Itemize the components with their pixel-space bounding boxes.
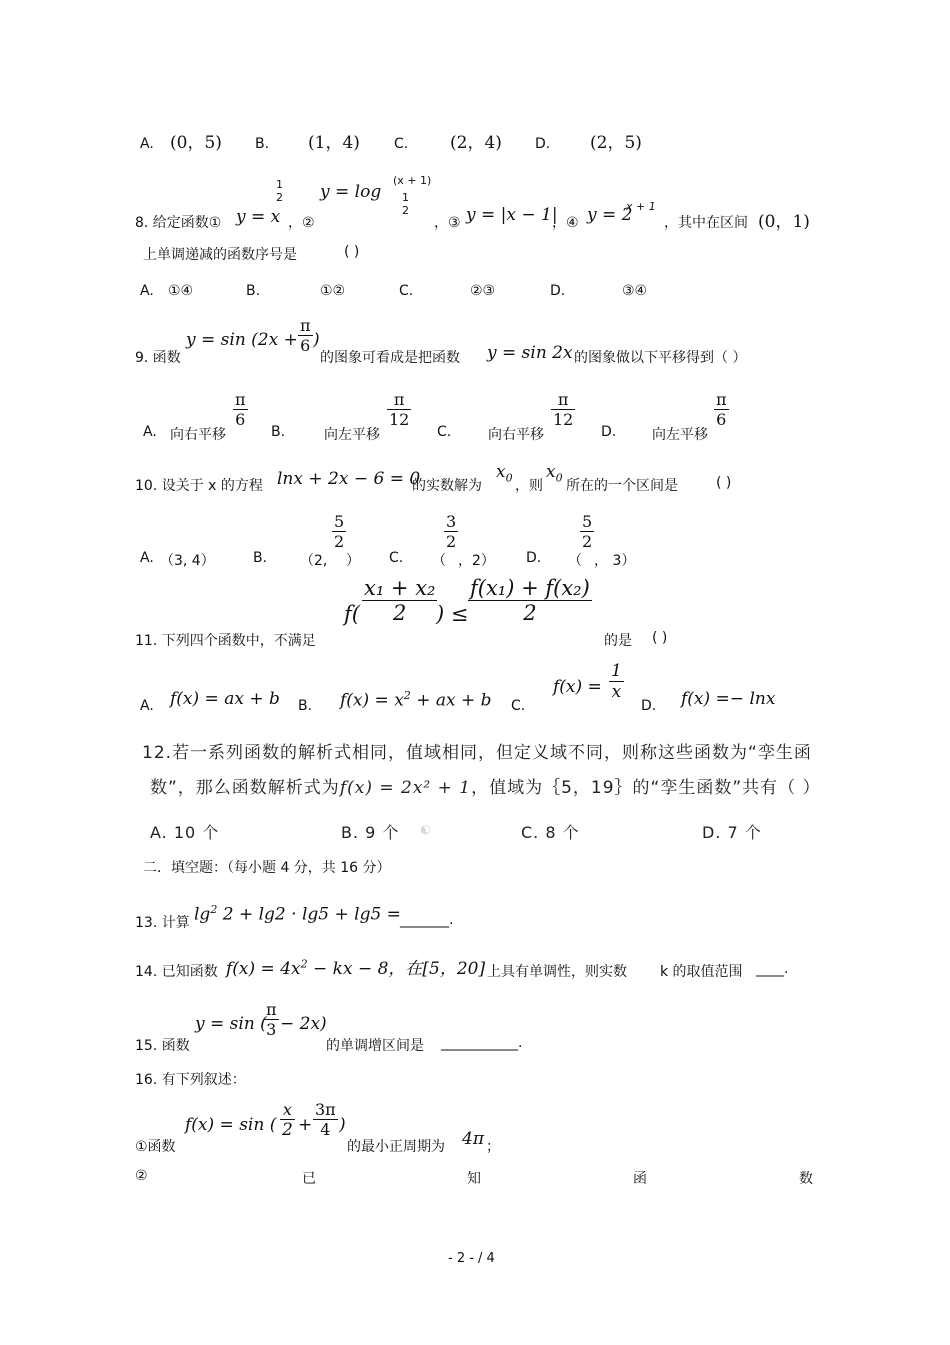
q8-f1-exp-num: 1	[276, 178, 283, 191]
q12-option-b: B. 9 个	[341, 823, 400, 842]
q9-option-c-label: C.	[437, 424, 452, 440]
q10-x0-sub: 0	[505, 471, 513, 485]
q11-paren: ( )	[652, 630, 668, 646]
q15-tail: 的单调增区间是	[326, 1038, 424, 1054]
q16-item1-frac2	[313, 1100, 338, 1139]
q16-item2-c4: 函	[633, 1171, 647, 1187]
q11-option-c-num: 1	[611, 661, 622, 681]
q8-number: 8. 给定函数①	[135, 215, 222, 231]
q13-number: 13. 计算	[135, 915, 190, 931]
q8-option-d: ③④	[622, 283, 648, 299]
q11-number: 11. 下列四个函数中，不满足	[135, 633, 316, 649]
q7-option-d: (2，5)	[590, 133, 642, 153]
q16-item1-pre: ①函数	[135, 1139, 176, 1155]
q14-f-pre: f(x) = 4x	[226, 959, 301, 979]
q15-f-post: − 2x)	[280, 1014, 327, 1034]
q8-f1: y = x	[236, 207, 281, 227]
q10-x0	[496, 462, 513, 484]
q10-option-a-label: A.	[140, 550, 154, 566]
q10-x0-sub-2: 0	[555, 471, 563, 485]
q8-option-c-label: C.	[399, 283, 414, 299]
q11-rhs-fraction	[468, 576, 592, 625]
q9-f1-pre: y = sin (2x +	[186, 330, 298, 350]
q7-option-c-label: C.	[394, 136, 409, 152]
q14-function	[226, 954, 485, 979]
q8-paren: ( )	[344, 244, 360, 260]
q9-option-d-label: D.	[601, 424, 617, 440]
q10-option-b-den: 2	[334, 532, 345, 551]
q9-option-b-num: π	[387, 390, 411, 410]
q7-option-c: (2，4)	[450, 133, 502, 153]
q10-x0-again	[546, 462, 563, 484]
q11-option-b-post: + ax + b	[410, 690, 492, 711]
q12-option-d: D. 7 个	[702, 823, 762, 842]
q10-option-a: （3, 4）	[160, 553, 215, 569]
q12-line1: 12.若一系列函数的解析式相同，值域相同，但定义域不同，则称这些函数为“孪生函	[142, 743, 812, 763]
q9-option-c-num: π	[551, 390, 575, 410]
q11-lhs-num: x₁ + x₂	[364, 576, 436, 600]
page-number: - 2 - / 4	[448, 1251, 495, 1266]
q16-item1-d2: 4	[320, 1120, 331, 1139]
q8-interval: (0，1)	[758, 212, 810, 232]
q9-f1-den: 6	[300, 336, 311, 355]
q13-expr-exp: 2	[210, 903, 218, 916]
q10-number: 10. 设关于 x 的方程	[135, 478, 263, 494]
q14-tail: 上具有单调性，则实数	[487, 964, 627, 980]
q9-option-b-label: B.	[271, 424, 286, 440]
q16-item1-n2: 3π	[315, 1100, 336, 1119]
q13-expr-pre: lg	[194, 904, 211, 925]
q9-option-a-fraction	[233, 390, 248, 429]
q15-f-pre: y = sin (	[195, 1014, 267, 1034]
q8-f4-exp: x + 1	[626, 200, 656, 213]
q10-option-c-post: ，2）	[458, 553, 495, 569]
q14-f-exp: 2	[300, 957, 308, 971]
q16-item2-c5: 数	[799, 1171, 813, 1187]
q10-option-b-pre: （2,	[300, 553, 328, 569]
q10-option-b-label: B.	[253, 550, 268, 566]
q13-blank[interactable]: _______.	[400, 912, 454, 928]
q11-option-c-label: C.	[511, 698, 526, 714]
q9-option-b-den: 12	[389, 410, 410, 429]
q8-f1-exp-den: 2	[276, 191, 283, 204]
q12-line2-post: ，值域为｛5，19｝的“孪生函数”共有（ ）	[471, 778, 821, 798]
q16-item1-plus: +	[298, 1115, 313, 1135]
q11-option-d-label: D.	[641, 698, 657, 714]
q11-lhs-close: ) ≤	[436, 602, 469, 626]
q8-f2-base-num: 1	[402, 191, 409, 204]
q16-item2-c1: ②	[135, 1168, 148, 1184]
q12-option-c: C. 8 个	[521, 823, 580, 842]
q16-item1-frac1	[280, 1100, 295, 1140]
q8-f2-base	[402, 191, 409, 217]
q8-option-c: ②③	[470, 283, 496, 299]
q8-option-d-label: D.	[550, 283, 566, 299]
q9-option-c: 向右平移	[488, 427, 544, 443]
q10-option-d-num: 5	[582, 512, 593, 531]
q14-f-post: − kx − 8，在[5，20]	[307, 959, 486, 979]
q15-fraction	[264, 1000, 279, 1039]
q11-lhs-f: f(	[344, 602, 360, 626]
q9-f1-fraction	[298, 316, 313, 355]
q9-f2: y = sin 2x	[487, 343, 573, 363]
q10-option-b-num: 5	[334, 512, 345, 531]
q16-number: 16. 有下列叙述：	[135, 1072, 246, 1088]
q9-option-c-fraction	[551, 390, 575, 429]
q15-blank[interactable]: ___________.	[441, 1035, 523, 1051]
q10-option-c-den: 2	[446, 532, 457, 551]
q14-number: 14. 已知函数	[135, 964, 218, 980]
q11-option-c-pre: f(x) =	[553, 677, 602, 697]
q9-option-b: 向左平移	[324, 427, 380, 443]
q12-line2-pre: 数”，那么函数解析式为	[150, 778, 340, 798]
q10-tail: 所在的一个区间是	[566, 478, 678, 494]
q8-line2: 上单调递减的函数序号是	[143, 247, 297, 263]
q10-option-c-label: C.	[389, 550, 404, 566]
q9-option-a: 向右平移	[170, 427, 226, 443]
q11-tail: 的是	[604, 633, 632, 649]
q12-line2	[150, 773, 821, 798]
section-2-heading: 二．填空题：（每小题 4 分，共 16 分）	[143, 860, 391, 876]
q11-option-b-label: B.	[298, 698, 313, 714]
q16-item1-mid: 的最小正周期为	[347, 1139, 445, 1155]
q16-item2-c2: 已	[302, 1171, 316, 1187]
q13-expr-post: 2 + lg2 · lg5 + lg5 =	[217, 904, 401, 925]
q11-option-b-exp: 2	[403, 689, 411, 702]
q9-mid: 的图象可看成是把函数	[320, 350, 460, 366]
q9-tail: 的图象做以下平移得到（ ）	[574, 350, 747, 366]
q16-item1-val: 4π	[462, 1129, 484, 1149]
q9-f1-post: )	[313, 330, 320, 350]
q8-f3: y = |x − 1|	[466, 205, 558, 225]
q8-f2-arg: (x + 1)	[393, 174, 432, 187]
q10-mid2: ，则	[515, 478, 543, 494]
q9-option-b-fraction	[387, 390, 411, 429]
q11-rhs-num: f(x₁) + f(x₂)	[470, 576, 590, 600]
q16-item2-c3: 知	[467, 1171, 481, 1187]
q8-option-b-label: B.	[246, 283, 261, 299]
q10-option-d-pre: （	[568, 553, 582, 569]
q16-item1-n1: x	[280, 1100, 295, 1120]
q7-option-b: (1，4)	[308, 133, 360, 153]
q8-tail: ，其中在区间	[664, 215, 748, 231]
q11-option-c-den: x	[611, 682, 622, 702]
q11-lhs-fraction	[362, 576, 437, 625]
q8-sep3: ，③	[434, 215, 461, 231]
q9-option-c-den: 12	[553, 410, 574, 429]
q11-option-a-label: A.	[140, 698, 154, 714]
q10-option-d-label: D.	[526, 550, 542, 566]
q11-option-c-fraction	[609, 661, 624, 702]
q10-paren: ( )	[716, 475, 732, 491]
q8-sep2: ，②	[288, 215, 315, 231]
q9-option-a-num: π	[235, 390, 246, 409]
q8-f4: y = 2	[587, 205, 633, 225]
q8-option-b: ①②	[320, 283, 346, 299]
q10-option-c-fraction	[444, 512, 458, 551]
watermark-icon: ◐	[417, 820, 433, 838]
q7-option-d-label: D.	[535, 136, 551, 152]
q8-f1-exponent	[276, 178, 283, 204]
q10-option-b-fraction	[332, 512, 346, 551]
q10-x0-var: x	[496, 462, 506, 482]
q12-option-a: A. 10 个	[150, 823, 220, 842]
q8-option-a-label: A.	[140, 283, 154, 299]
q11-option-d: f(x) =− lnx	[681, 689, 776, 709]
q9-option-d-den: 6	[716, 410, 727, 429]
q9-option-d-fraction	[714, 390, 729, 429]
q12-line2-fx: f(x) = 2x² + 1	[339, 778, 472, 798]
q11-option-b	[340, 689, 492, 711]
q10-mid: 的实数解为	[412, 478, 482, 494]
q13-expression	[194, 903, 401, 925]
q9-number: 9. 函数	[135, 350, 181, 366]
q15-num: π	[266, 1000, 277, 1019]
q10-option-d-post: ， 3）	[594, 553, 636, 569]
q10-option-c-pre: （	[432, 553, 446, 569]
q16-item1-f: f(x) = sin (	[185, 1115, 277, 1135]
q9-f1-num: π	[300, 316, 311, 335]
q14-k: k 的取值范围	[660, 964, 743, 980]
q10-option-c-num: 3	[446, 512, 457, 531]
q11-option-a: f(x) = ax + b	[170, 689, 280, 709]
q7-option-b-label: B.	[255, 136, 270, 152]
q9-option-d: 向左平移	[652, 427, 708, 443]
q15-den: 3	[266, 1020, 277, 1039]
q9-option-a-label: A.	[143, 424, 157, 440]
q7-option-a: (0，5)	[170, 133, 222, 153]
q11-rhs-den: 2	[523, 601, 537, 625]
q11-lhs-den: 2	[393, 601, 407, 625]
q16-item1-end: ；	[486, 1139, 500, 1155]
q10-x0-var-2: x	[546, 462, 556, 482]
q16-item1-close: )	[339, 1115, 346, 1135]
q10-option-d-den: 2	[582, 532, 593, 551]
q9-option-a-den: 6	[235, 410, 246, 429]
q10-option-d-fraction	[580, 512, 594, 551]
q8-sep4: ，④	[552, 215, 579, 231]
q10-option-b-post: ）	[346, 553, 360, 569]
q11-option-b-pre: f(x) = x	[340, 690, 404, 711]
q16-item1-d1: 2	[282, 1120, 293, 1140]
q8-f2: y = log	[320, 182, 382, 202]
q7-option-a-label: A.	[140, 136, 154, 152]
q14-blank[interactable]: ____.	[756, 961, 789, 977]
q8-f2-base-den: 2	[402, 204, 409, 217]
q10-equation: lnx + 2x − 6 = 0	[277, 469, 421, 489]
q9-option-d-num: π	[716, 390, 727, 409]
q8-option-a: ①④	[168, 283, 194, 299]
q15-number: 15. 函数	[135, 1038, 190, 1054]
